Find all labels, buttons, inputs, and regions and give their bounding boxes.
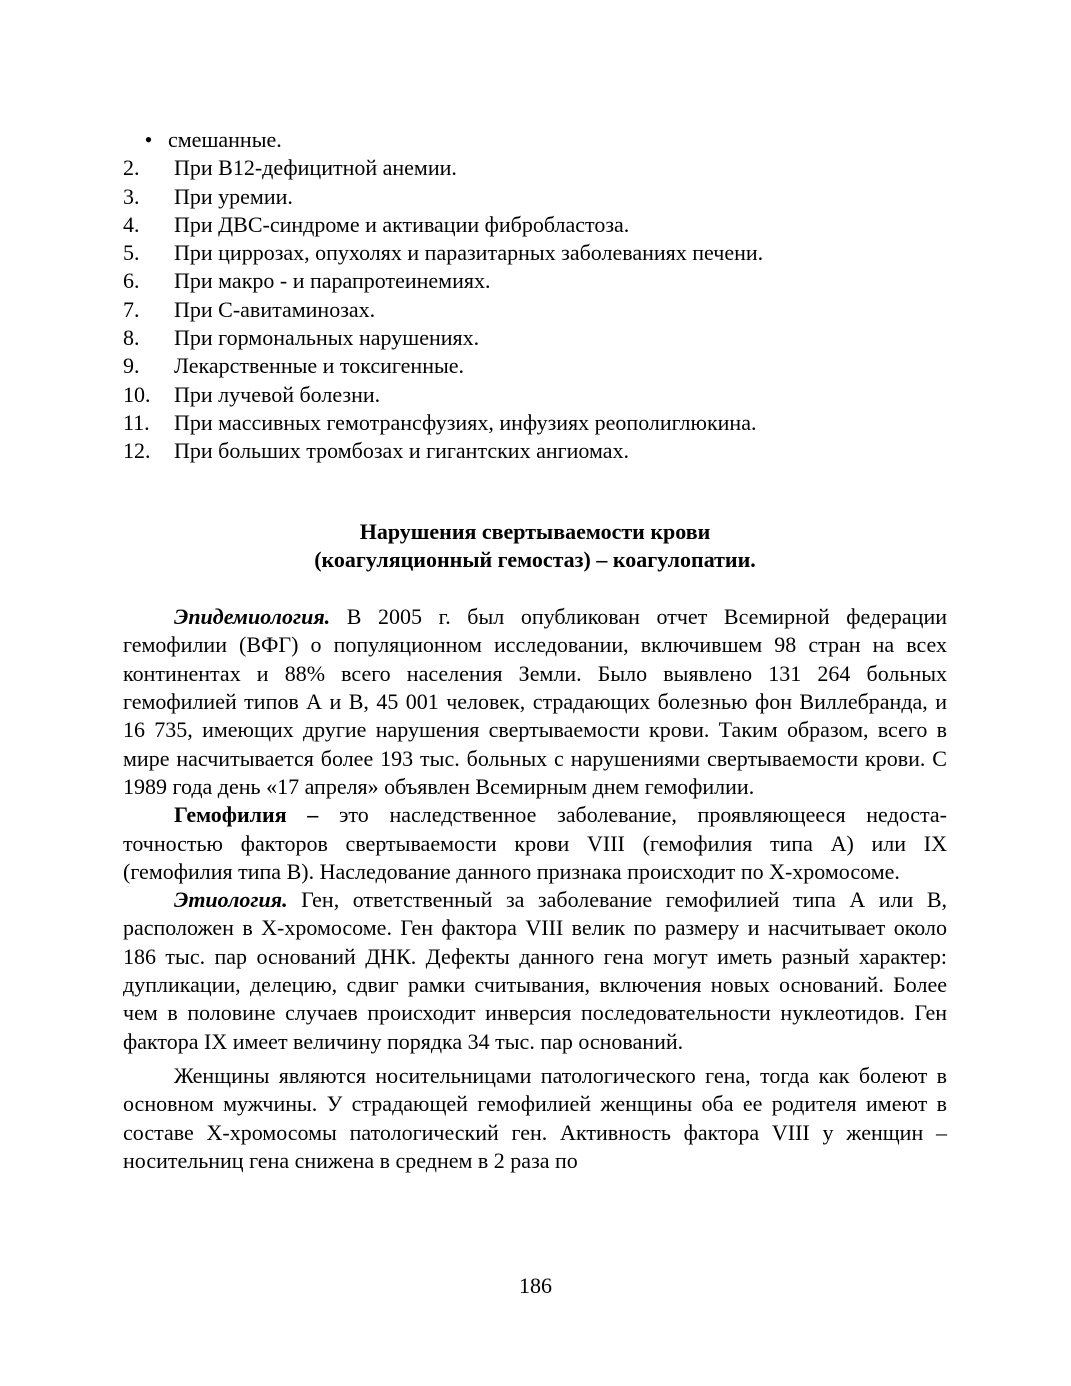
paragraph-lead: Гемофилия –	[174, 802, 319, 828]
document-page	[123, 126, 947, 1175]
list-number: 5.	[123, 240, 140, 266]
list-item	[123, 154, 947, 182]
list-item-text: При В12-дефицитной анемии.	[174, 155, 457, 181]
list-item-text: При лучевой болезни.	[174, 381, 381, 407]
list-item	[123, 239, 947, 267]
section-title	[123, 518, 947, 575]
list-number: 7.	[123, 296, 140, 322]
list-item-text: При ДВС-синдроме и активации фибробластоза.	[174, 211, 630, 237]
list-number: 9.	[123, 353, 140, 379]
section-title-line-2: (коагуляционный гемостаз) – коагулопатии.	[314, 546, 756, 572]
list-item-text: При макро - и парапротеинемиях.	[174, 268, 491, 294]
list-item-text: При массивных гемотрансфузиях, инфузиях реополиглюкина.	[174, 409, 757, 435]
paragraph-text: Женщины являются носительницами патологического гена, тогда как болеют в основном мужчины. У страдающей гемофилией женщины оба ее родителя имеют в составе Х-хромосомы патологический ген. Активность фактора VIII у женщин – носительниц гена снижена в среднем в 2 раза по	[123, 1062, 947, 1173]
section-title-line-1: Нарушения свертываемости крови	[359, 518, 711, 544]
paragraph-lead: Эпидемиология.	[174, 604, 331, 630]
list-item-text: При С-авитаминозах.	[174, 296, 376, 322]
paragraph-epidemiology	[123, 603, 947, 801]
list-item	[123, 211, 947, 239]
list-item	[123, 352, 947, 380]
page-number: 186	[519, 1273, 552, 1298]
paragraph-carriers	[123, 1062, 947, 1175]
paragraph-text: это наследственное заболевание, проявляющееся недостаточностью факторов свертываемости крови VIII (гемофилия типа А) или IX (гемофилия типа В). Наследование данного признака происходит по Х-хромосоме.	[123, 802, 947, 884]
list-item-text: При циррозах, опухолях и паразитарных заболеваниях печени.	[174, 240, 764, 266]
list-item	[123, 409, 947, 437]
list-number: 10.	[123, 381, 151, 407]
paragraph-text: Ген, ответственный за заболевание гемофилией типа А или В, расположен в Х-хромосоме. Ген фактора VIII велик по размеру и насчитывает около 186 тыс. пар оснований ДНК. Дефекты данного гена могут иметь разный характер: дупликации, делецию, сдвиг рамки считывания, включения новых оснований. Более чем в половине случаев происходит инверсия последовательности нуклеотидов. Ген фактора IX имеет величину порядка 34 тыс. пар оснований.	[123, 887, 947, 1054]
list-item-text: смешанные.	[168, 127, 282, 152]
list-item-text: При больших тромбозах и гигантских ангиомах.	[174, 438, 630, 464]
list-number: 8.	[123, 325, 140, 351]
list-item-text: При уремии.	[174, 183, 293, 209]
body-text	[123, 603, 947, 1175]
list-number: 2.	[123, 155, 140, 181]
paragraph-lead: Этиология.	[174, 887, 288, 913]
paragraph-text: В 2005 г. был опубликован отчет Всемирной федерации гемофилии (ВФГ) о популяционном исследовании, включившем 98 стран на всех континентах и 88% всего населения Земли. Было выявлено 131 264 больных гемофилией типов А и В, 45 001 человек, страдающих болезнью фон Виллебранда, и 16 735, имеющих другие нарушения свертываемости крови. Таким образом, всего в мире насчитывается более 193 тыс. больных с нарушениями свертываемости крови. С 1989 года день «17 апреля» объявлен Всемирным днем гемофилии.	[123, 604, 947, 799]
list-item	[123, 324, 947, 352]
causes-list	[123, 126, 947, 466]
list-item	[123, 381, 947, 409]
list-item-text: При гормональных нарушениях.	[174, 325, 480, 351]
list-item-text: Лекарственные и токсигенные.	[174, 353, 465, 379]
list-number: 4.	[123, 211, 140, 237]
bullet-marker: •	[144, 127, 153, 152]
list-number: 12.	[123, 438, 151, 464]
list-item	[123, 267, 947, 295]
list-item	[123, 296, 947, 324]
list-item	[123, 437, 947, 465]
list-item	[123, 126, 947, 154]
list-number: 11.	[123, 409, 150, 435]
paragraph-etiology	[123, 886, 947, 1056]
list-number: 6.	[123, 268, 140, 294]
list-item	[123, 183, 947, 211]
paragraph-hemophilia	[123, 801, 947, 886]
list-number: 3.	[123, 183, 140, 209]
